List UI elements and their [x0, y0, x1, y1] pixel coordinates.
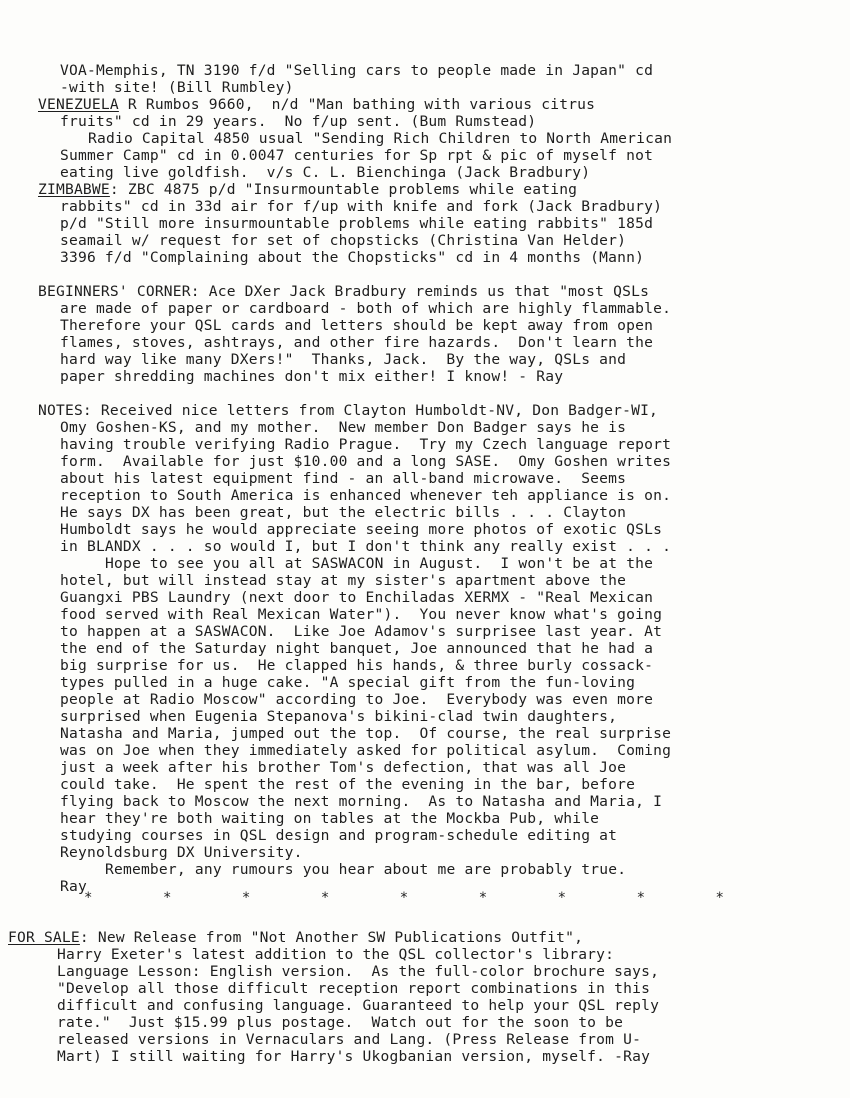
qsl-report-text: R Rumbos 9660, n/d "Man bathing with various citrus	[118, 96, 596, 113]
for-sale-line: Mart) I still waiting for Harry's Ukogbanian version, myself. -Ray	[57, 1048, 651, 1065]
for-sale-line: released versions in Vernaculars and Lang. (Press Release from U-	[57, 1031, 642, 1048]
notes-line: Omy Goshen-KS, and my mother. New member Don Badger says he is	[60, 419, 627, 436]
notes-line: Humboldt says he would appreciate seeing more photos of exotic QSLs	[60, 521, 663, 538]
notes-line: people at Radio Moscow" according to Joe. Everybody was even more	[60, 691, 654, 708]
qsl-report-line: Summer Camp" cd in 0.0047 centuries for Sp rpt & pic of myself not	[60, 147, 654, 164]
notes-line: was on Joe when they immediately asked for political asylum. Coming	[60, 742, 672, 759]
notes-line: hear they're both waiting on tables at the Mockba Pub, while	[60, 810, 600, 827]
notes-line: in BLANDX . . . so would I, but I don't think any really exist . . .	[60, 538, 672, 555]
qsl-report-line: fruits" cd in 29 years. No f/up sent. (Bum Rumstead)	[60, 113, 537, 130]
star-separator	[84, 890, 724, 906]
separator-star: *	[162, 890, 172, 906]
beginners-corner-line: BEGINNERS' CORNER: Ace DXer Jack Bradbury reminds us that "most QSLs	[38, 283, 650, 300]
notes-line: NOTES: Received nice letters from Clayton Humboldt-NV, Don Badger-WI,	[38, 402, 659, 419]
for-sale-line: "Develop all those difficult reception report combinations in this	[57, 980, 651, 997]
qsl-report-line: VOA-Memphis, TN 3190 f/d "Selling cars to people made in Japan" cd	[60, 62, 654, 79]
country-heading-zimbabwe: ZIMBABWE	[38, 181, 110, 198]
notes-line: form. Available for just $10.00 and a long SASE. Omy Goshen writes	[60, 453, 672, 470]
notes-line: having trouble verifying Radio Prague. Try my Czech language report	[60, 436, 672, 453]
qsl-report-text: : ZBC 4875 p/d "Insurmountable problems while eating	[109, 181, 578, 198]
for-sale-line: Language Lesson: English version. As the full-color brochure says,	[57, 963, 660, 980]
notes-line: types pulled in a huge cake. "A special gift from the fun-loving	[60, 674, 636, 691]
notes-line: Hope to see you all at SASWACON in August. I won't be at the	[105, 555, 654, 572]
notes-line: studying courses in QSL design and program-schedule editing at	[60, 827, 618, 844]
notes-line: Reynoldsburg DX University.	[60, 844, 303, 861]
notes-line: flying back to Moscow the next morning. As to Natasha and Maria, I	[60, 793, 663, 810]
for-sale-text: : New Release from "Not Another SW Publications Outfit",	[79, 929, 584, 946]
qsl-report-line: p/d "Still more insurmountable problems while eating rabbits" 185d	[60, 215, 654, 232]
beginners-corner-line: Therefore your QSL cards and letters should be kept away from open	[60, 317, 654, 334]
notes-line: could take. He spent the rest of the evening in the bar, before	[60, 776, 636, 793]
separator-star: *	[478, 890, 488, 906]
notes-line: reception to South America is enhanced whenever teh appliance is on.	[60, 487, 672, 504]
separator-star: *	[636, 890, 645, 906]
qsl-report-line: 3396 f/d "Complaining about the Chopsticks" cd in 4 months (Mann)	[60, 249, 645, 266]
notes-line: He says DX has been great, but the electric bills . . . Clayton	[60, 504, 627, 521]
notes-line: the end of the Saturday night banquet, Joe announced that he had a	[60, 640, 654, 657]
beginners-corner-line: are made of paper or cardboard - both of which are highly flammable.	[60, 300, 672, 317]
qsl-report-line: Radio Capital 4850 usual "Sending Rich Children to North American	[88, 130, 673, 147]
for-sale-line: rate." Just $15.99 plus postage. Watch out for the soon to be	[57, 1014, 624, 1031]
qsl-report-line: eating live goldfish. v/s C. L. Bienchinga (Jack Bradbury)	[60, 164, 591, 181]
notes-line: Guangxi PBS Laundry (next door to Enchiladas XERMX - "Real Mexican	[60, 589, 654, 606]
beginners-corner-line: hard way like many DXers!" Thanks, Jack. By the way, QSLs and	[60, 351, 627, 368]
notes-line: big surprise for us. He clapped his hands, & three burly cossack-	[60, 657, 654, 674]
notes-line: food served with Real Mexican Water"). You never know what's going	[60, 606, 663, 623]
qsl-report-line	[38, 96, 595, 113]
for-sale-line: difficult and confusing language. Guaranteed to help your QSL reply	[57, 997, 660, 1014]
notes-line: surprised when Eugenia Stepanova's bikini-clad twin daughters,	[60, 708, 618, 725]
qsl-report-line: -with site! (Bill Rumbley)	[60, 79, 294, 96]
for-sale-heading: FOR SALE	[8, 929, 80, 946]
country-heading-venezuela: VENEZUELA	[38, 96, 119, 113]
beginners-corner-line: paper shredding machines don't mix either! I know! - Ray	[60, 368, 564, 385]
for-sale-line: Harry Exeter's latest addition to the QSL collector's library:	[57, 946, 615, 963]
qsl-report-line: rabbits" cd in 33d air for f/up with knife and fork (Jack Bradbury)	[60, 198, 663, 215]
notes-line: hotel, but will instead stay at my sister's apartment above the	[60, 572, 627, 589]
separator-star: *	[320, 890, 330, 906]
qsl-report-line	[38, 181, 577, 198]
separator-star: *	[557, 890, 567, 906]
notes-line: just a week after his brother Tom's defection, that was all Joe	[60, 759, 627, 776]
qsl-report-line: seamail w/ request for set of chopsticks (Christina Van Helder)	[60, 232, 627, 249]
for-sale-line	[8, 929, 583, 946]
notes-line: about his latest equipment find - an all-band microwave. Seems	[60, 470, 627, 487]
separator-star: *	[241, 890, 251, 906]
beginners-corner-line: flames, stoves, ashtrays, and other fire hazards. Don't learn the	[60, 334, 654, 351]
separator-star: *	[715, 890, 724, 906]
notes-line: Remember, any rumours you hear about me are probably true.	[105, 861, 627, 878]
notes-line: to happen at a SASWACON. Like Joe Adamov's surprisee last year. At	[60, 623, 663, 640]
notes-line: Natasha and Maria, jumped out the top. Of course, the real surprise	[60, 725, 672, 742]
separator-star: *	[84, 890, 93, 906]
separator-star: *	[399, 890, 409, 906]
notes-signature: Ray	[60, 878, 87, 895]
